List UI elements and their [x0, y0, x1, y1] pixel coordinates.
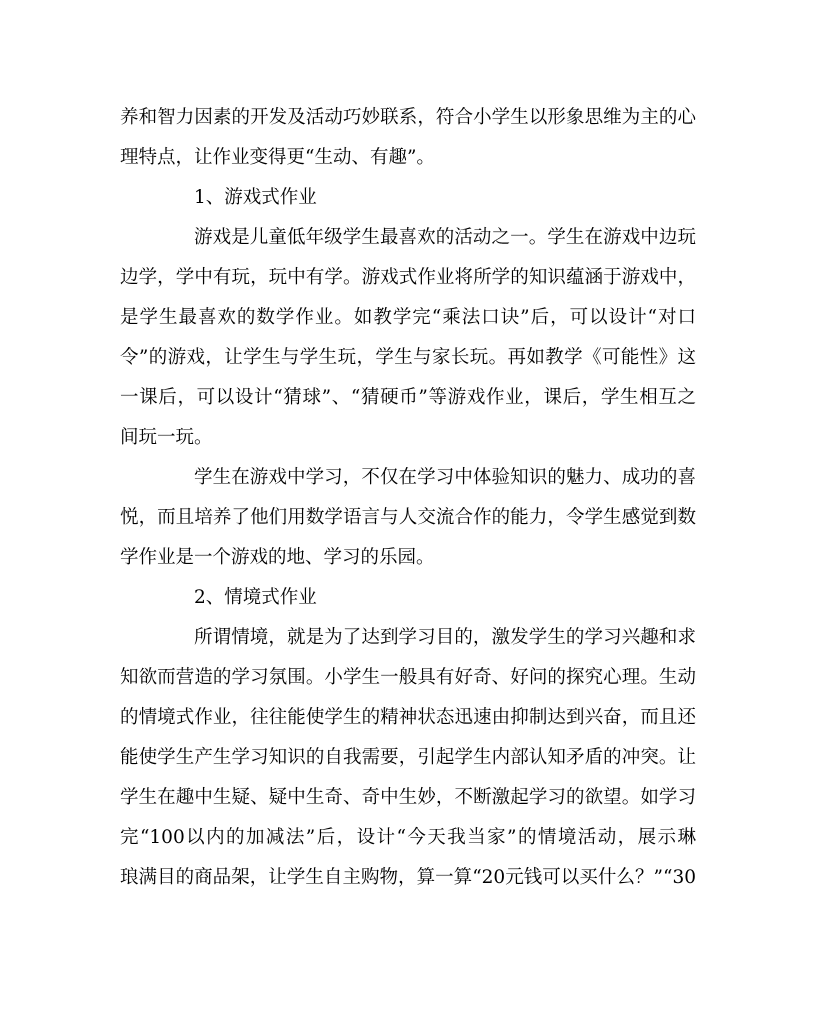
paragraph-line: 游戏是儿童低年级学生最喜欢的活动之一。学生在游戏中边玩: [194, 227, 696, 248]
paragraph-line: 间玩一玩。: [120, 427, 213, 448]
paragraph-line: 学生在游戏中学习，不仅在学习中体验知识的魅力、成功的喜: [194, 467, 696, 488]
paragraph-line: 能使学生产生学习知识的自我需要，引起学生内部认知矛盾的冲突。让: [120, 747, 696, 768]
paragraph-line: 琅满目的商品架，让学生自主购物，算一算“20元钱可以买什么？”“30: [120, 867, 696, 888]
paragraph-line: 完“100以内的加减法”后，设计“今天我当家”的情境活动，展示琳: [120, 827, 696, 848]
paragraph-line: 的情境式作业，往往能使学生的精神状态迅速由抑制达到兴奋，而且还: [120, 707, 696, 728]
paragraph-line: 悦，而且培养了他们用数学语言与人交流合作的能力，令学生感觉到数: [120, 507, 696, 528]
paragraph-line: 学作业是一个游戏的地、学习的乐园。: [120, 547, 435, 568]
section-heading-situational-homework: 2、情境式作业: [194, 587, 317, 608]
paragraph-line: 边学，学中有玩，玩中有学。游戏式作业将所学的知识蕴涵于游戏中，: [120, 267, 696, 288]
paragraph-line: 知欲而营造的学习氛围。小学生一般具有好奇、好问的探究心理。生动: [120, 667, 696, 688]
paragraph-line: 令”的游戏，让学生与学生玩，学生与家长玩。再如教学《可能性》这: [120, 347, 696, 368]
paragraph-line: 养和智力因素的开发及活动巧妙联系，符合小学生以形象思维为主的心: [120, 107, 696, 128]
paragraph-line: 学生在趣中生疑、疑中生奇、奇中生妙，不断激起学习的欲望。如学习: [120, 787, 696, 808]
paragraph-line: 所谓情境，就是为了达到学习目的，激发学生的学习兴趣和求: [194, 627, 696, 648]
paragraph-line: 一课后，可以设计“猜球”、“猜硬币”等游戏作业，课后，学生相互之: [120, 387, 696, 408]
paragraph-line: 理特点，让作业变得更“生动、有趣”。: [120, 147, 435, 168]
paragraph-line: 是学生最喜欢的数学作业。如教学完“乘法口诀”后，可以设计“对口: [120, 307, 696, 328]
body-text: [120, 98, 696, 898]
section-heading-game-homework: 1、游戏式作业: [194, 187, 317, 208]
